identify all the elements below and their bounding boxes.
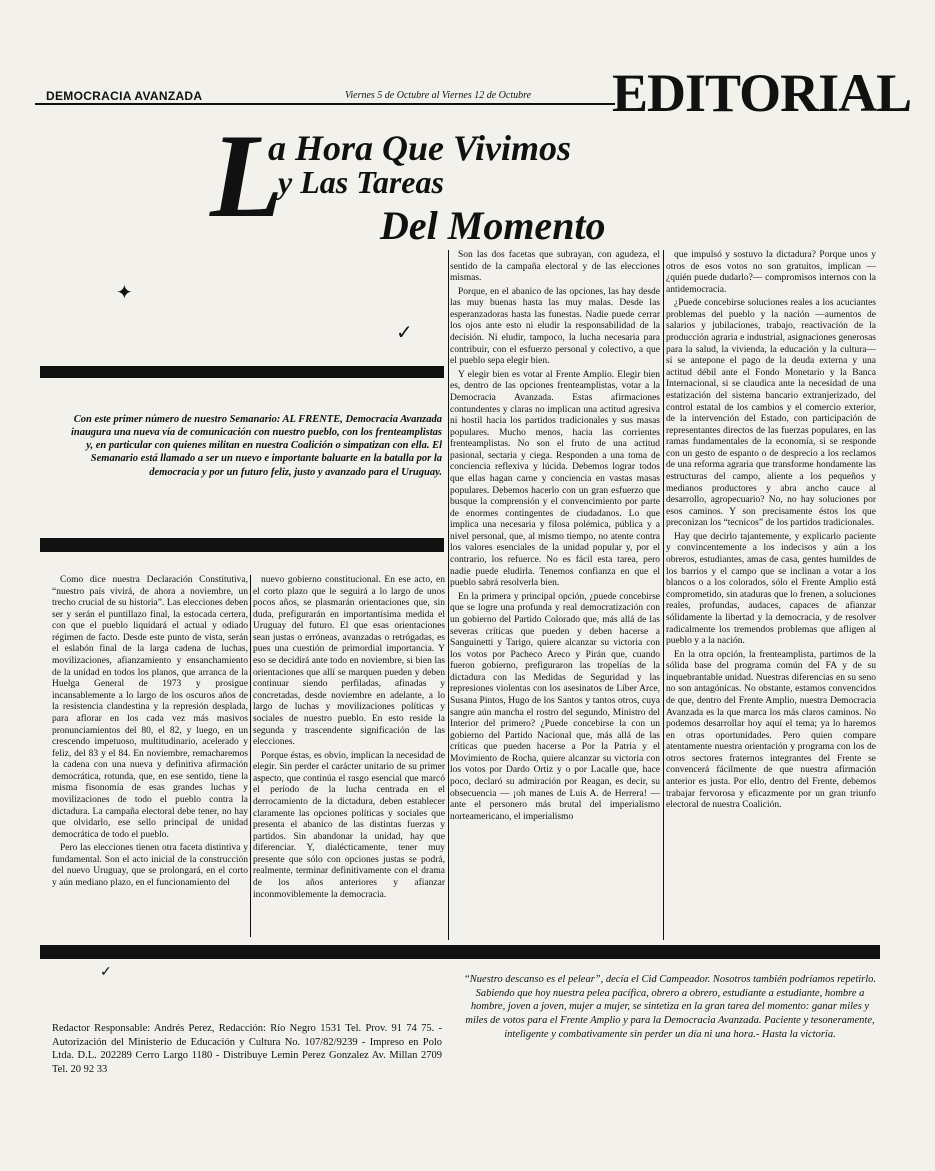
headline-line-3: Del Momento (380, 203, 606, 248)
headline-line-1: a Hora Que Vivimos (268, 128, 572, 168)
article-column-4 (666, 250, 876, 940)
editorial-label: EDITORIAL (612, 63, 912, 123)
headline-line-2: y Las Tareas (278, 164, 444, 200)
paragraph: Son las dos facetas que subrayan, con agudeza, el sentido de la campaña electoral y de las elecciones mismas. (450, 250, 660, 284)
ink-mark-icon: ✦ (116, 282, 133, 304)
column-rule (448, 250, 449, 940)
paragraph: En la otra opción, la frenteamplista, partimos de la sólida base del programa común del FA y de su inquebrantable unidad. Nuestras diferencias en su seno no son antagónicas. No obstante, estamos convencidos de que, dentro del Frente Amplio, nuestra Democracia Avanzada es la que marca los más claros caminos. No podemos desarrollar hoy aquí el tema; ya lo haremos en otras oportunidades. Pero quien compare atentamente nuestra orientación y programa con los de otros sectores fraternos integrantes del Frente se convencerá fácilmente de que nuestra afirmación anterior es justa. Por ello, dentro del Frente, debemos trabajar fervorosa y eficazmente por un gran triunfo electoral de nuestra Coalición. (666, 649, 876, 811)
paragraph: Porque, en el abanico de las opciones, las hay desde las muy buenas hasta las muy malas. Desde las esperanzadoras hasta las funestas. Nadie puede cerrar los ojos ante esto ni eludir la responsabilidad de la decisión. Ni eludir, tampoco, la lucha necesaria para contribuir, con el esfuerzo personal y colectivo, a que el pueblo sepa elegir bien. (450, 286, 660, 367)
paragraph: Hay que decirlo tajantemente, y explicarlo paciente y convincentemente a los indecisos y aún a los obreros, estudiantes, amas de casa, gentes humildes de los barrios y el campo que se inclinan a votar a los blancos o a los colorados, sólo el Frente Amplio está comprometido, sin ataduras que lo frenen, a soluciones reales, profundas, audaces, capaces de afianzar sólidamente la libertad y la democracia, y de resolver radicalmente los tremendos problemas que afligen al pueblo y a la nación. (666, 531, 876, 647)
paragraph: Porque éstas, es obvio, implican la necesidad de elegir. Sin perder el carácter unitario de su primer aspecto, que continúa el rasgo esencial que marcó el período de la lucha centrada en el derrocamiento de la dictadura, deben establecer claramente las opciones políticas y sociales que presenta el abanico de las distintas fuerzas y partidos. Sin abandonar la unidad, hay que diferenciar. Y, dialécticamente, tener muy presente que sólo con opciones justas se podrá, realmente, terminar definitivamente con el drama de los años anteriores y afianzar inconmoviblemente la democracia. (253, 750, 445, 900)
paragraph: Como dice nuestra Declaración Constitutiva, “nuestro país vivirá, de ahora a noviembre, un trecho crucial de su historia”. Las elecciones deben ser y serán el puntillazo final, la estocada certera, con que el pueblo liquidará el actual y odiado régimen de facto. Desde este punto de vista, serán el eslabón final de la larga cadena de luchas, movilizaciones, afianzamiento y ensanchamiento de la unidad en todos los planos, que arranca de la Huelga General de 1973 y prosigue incansablemente a lo largo de los oscuros años de la resistencia clandestina y la represión desplada, para aflorar en los cada vez más masivos pronunciamientos del 80, el 82, y luego, en un crescendo impetuoso, multitudinario, acelerado y feliz, del 83 y el 84. En noviembre, remacharemos la cadena con una nueva y definitiva afirmación democrática, rotunda, que, en ese sentido, tiene la misma fisonomía de esas grandes luchas y movilizaciones de todo el pueblo contra la dictadura. La campaña electoral debe tener, no hay que olvidarlo, ese sello principal de unidad democrática de todo el pueblo. (52, 575, 248, 840)
check-mark-icon: ✓ (396, 322, 413, 344)
article-column-3 (450, 250, 660, 940)
column-rule (250, 575, 251, 937)
masthead-rule (35, 103, 615, 105)
issue-date: Viernes 5 de Octubre al Viernes 12 de Octubre (345, 90, 532, 101)
headline-drop-letter: L (210, 109, 284, 242)
intro-paragraph: Con este primer número de nuestro Semanario: AL FRENTE, Democracia Avanzada inaugura una nueva vía de comunicación con nuestro pueblo, con los frenteamplistas y, en particular con quienes militan en nuestra Coalición o simpatizan con ella. El Semanario está llamado a ser un nuevo e importante baluarte en la batalla por la democracia y por un futuro feliz, justo y avanzado para el Uruguay. (70, 414, 442, 478)
publication-credits: Redactor Responsable: Andrés Perez, Redacción: Río Negro 1531 Tel. Prov. 91 74 75. - Autorización del Ministerio de Educación y Cultura No. 107/82/9239 - Impreso en Polo Ltda. D.L. 202289 Cerro Largo 1180 - Distribuye Lemin Perez Gonzalez Av. Millan 2709 Tel. 20 92 33 (52, 1023, 442, 1075)
paragraph: que impulsó y sostuvo la dictadura? Porque unos y otros de esos votos no son gratuitos, implican —¿quién puede dudarlo?— compromisos internos con la antidemocracia. (666, 250, 876, 295)
paragraph: Pero las elecciones tienen otra faceta distintiva y fundamental. Son el acto inicial de la construcción del nuevo Uruguay, que se prolongará, en el corto y aún mediano plazo, en el funcionamiento del (52, 843, 248, 889)
tick-mark-icon: ✓ (100, 965, 112, 980)
closing-quote: “Nuestro descanso es el pelear”, decía el Cid Campeador. Nosotros también podríamos repetirlo. Sabiendo que hoy nuestra pelea pacífica, obrero a obrero, estudiante a estudiante, hombre a hombre, joven a joven, mujer a mujer, se sintetiza en la gran tarea del momento: ganar miles y miles de votos para el Frente Amplio y para la Democracia Avanzada. Paciente y tesoneramente, inteligente y combativamente sin perder un día ni una hora.- Hasta la victoria. (463, 974, 877, 1040)
column-rule (663, 250, 664, 940)
black-bar-top (40, 366, 444, 378)
article-column-2 (253, 575, 445, 937)
paragraph: Y elegir bien es votar al Frente Amplio. Elegir bien es, dentro de las opciones frenteamplistas, votar a la Democracia Avanzada. Estas afirmaciones contundentes y claras no implican una actitud agresiva ni hostil hacia los partidos tradicionales y sus masas populares. Mucho menos, hacia las corrientes frenteamplistas. No son el fruto de una actitud pasional, sectaria y ciega. Responden a una toma de conciencia reflexiva y lúcida. Debemos lograr todos que ellas hagan carne y conciencia en vastas masas populares. Debemos hacerlo con un gran esfuerzo que busque la comprensión y el convencimiento por parte de enormes contingentes de ciudadanos. Lo que implica una necesaria y filosa polémica, pública y a nivel personal, que, al mismo tiempo, no atente contra los valores esenciales de la unidad popular y, por el contrario, los refuerce. No es fácil esta tarea, pero nadie puede eludirla. Tenemos confianza en que el pueblo sabrá resolverla bien. (450, 369, 660, 589)
paragraph: En la primera y principal opción, ¿puede concebirse que se logre una profunda y real democratización con un gobierno del Partido Colorado que, más allá de las severas críticas que pueden y deben hacerse a Sanguinetti y Tarigo, quiere alcanzar su victoria con los votos por Pacheco Areco y Pirán que, cuando fueron gobierno, prefiguraron las tropelías de la dictadura con las Medidas de Seguridad y las represiones violentas con los asesinatos de Líber Arce, Susana Pintos, Hugo de los Santos y tantos otros, cuya sangre aún mancha el rostro del segundo, Ministro del Interior del primero? ¿Puede concebirse la con un gobierno del Partido Nacional que, más allá de las críticas que pueden hacerse a Por la Patria y el Movimiento de Rocha, quiere alcanzar su victoria con los votos por Dardo Ortiz y o por Lacalle que, hace poco, declaró su admiración por Reagan, es decir, su obsecuencia — ¡oh manes de Luis A. de Herrera! — ante el personero más brutal del imperialismo norteamericano, el imperialismo (450, 591, 660, 822)
black-bar-bottom (40, 945, 880, 959)
article-column-1 (52, 575, 248, 937)
paragraph: ¿Puede concebirse soluciones reales a los acuciantes problemas del pueblo y la nación —aumentos de salarios y jubilaciones, trabajo, reactivación de la producción agraria e industrial, asignaciones generosas para la salud, la vivienda, la educación y la cultura— si se antepone el pago de la deuda externa y una actitud débil ante el Fondo Monetario y la Banca Internacional, si se claudica ante la necesidad de una estatización del sistema bancario extranjerizado, del control estatal de los cambios y el comercio exterior, de la intervención del Estado, con participación de representantes directos de las fuerzas populares, en las ramas fundamentales de la economía, si se responde con un gesto de espanto o de desprecio a los reclamos de una reforma agraria que transforme hondamente las estructuras del campo, aliente a los pequeños y medianos productores y abra ancho cauce al desarrollo, agropecuario? No, no hay soluciones por esos caminos. Y son precisamente éstos los que preconizan los “tecnicos” de los partidos tradicionales. (666, 298, 876, 529)
section-label: DEMOCRACIA AVANZADA (46, 89, 203, 103)
paragraph: nuevo gobierno constitucional. En ese acto, en el corto plazo que le seguirá a lo largo de unos pocos años, se plasmarán orientaciones que, sin duda, prefigurarán en importantísima medida el Uruguay del futuro. El que esas orientaciones sean justas o erróneas, avanzadas o retrógadas, es pues una cuestión de primordial importancia. Y eso se decidirá ante todo en noviembre, si bien las orientaciones que allí se marquen pueden y deben continuar siendo perfiladas, afinadas y concretadas, desde noviembre en adelante, a lo largo de luchas y movilizaciones políticas y sociales de nuestro pueblo. En esto reside la segunda y trascendente significación de las elecciones. (253, 575, 445, 748)
black-bar-middle (40, 538, 444, 552)
